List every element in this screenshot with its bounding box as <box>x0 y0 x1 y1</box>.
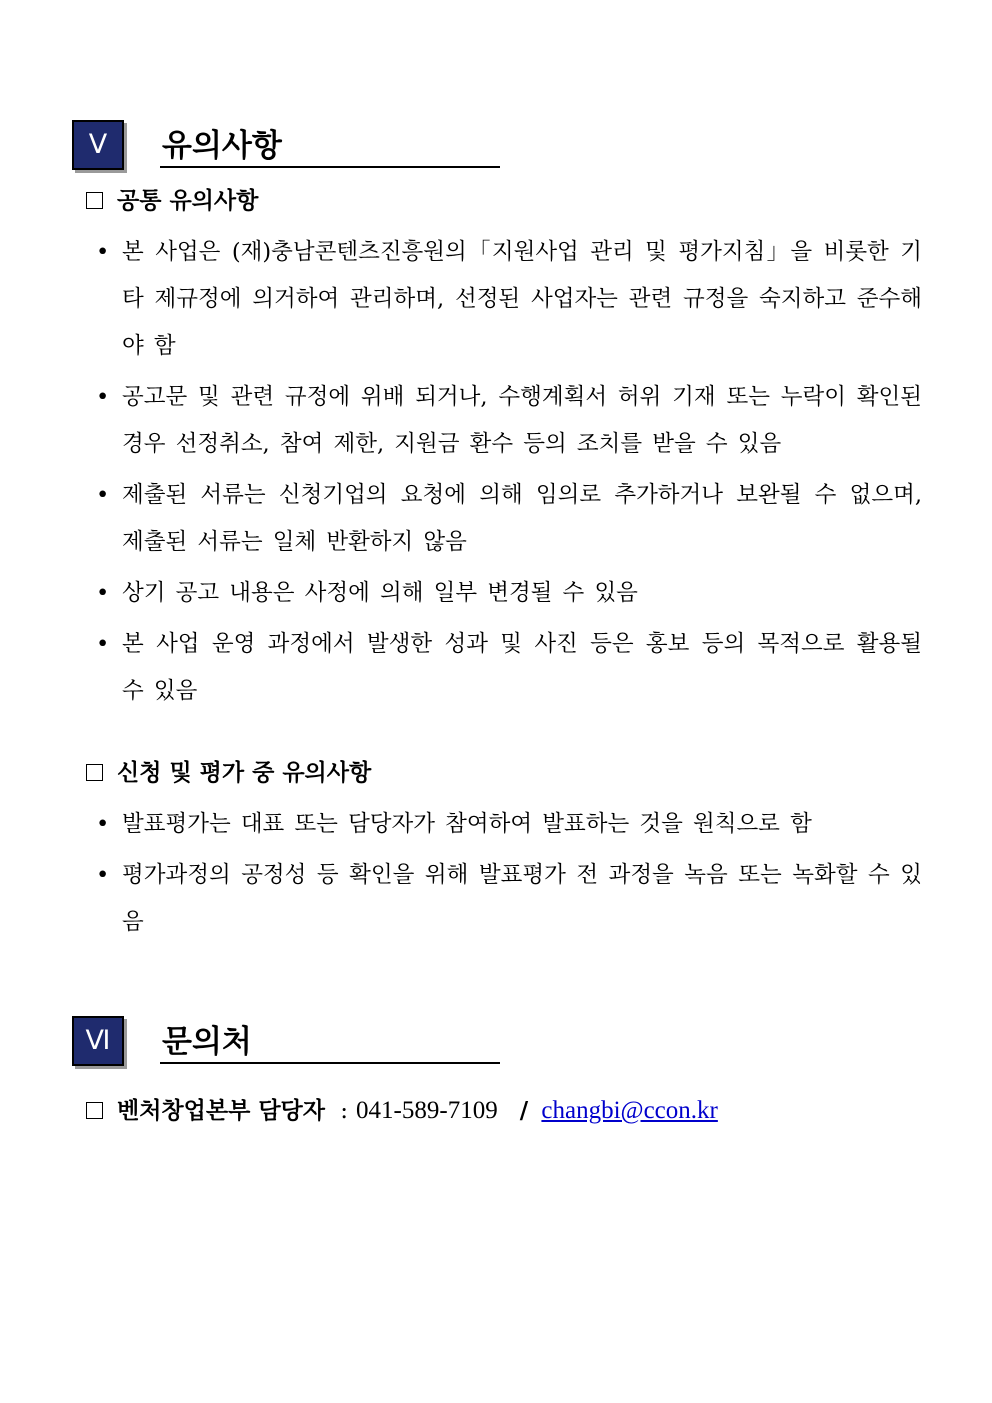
section-5-title: 유의사항 <box>160 124 500 168</box>
contact-slash: / <box>519 1097 529 1124</box>
checkbox-icon <box>86 764 103 781</box>
list-item: • 공고문 및 관련 규정에 위배 되거나, 수행계획서 허위 기재 또는 누락이 확인된 경우 선정취소, 참여 제한, 지원금 환수 등의 조치를 받을 수 있음 <box>96 374 922 468</box>
application-notes-list <box>96 801 922 946</box>
checkbox-icon <box>86 1102 103 1119</box>
common-notes-list <box>96 229 922 715</box>
section-6-title: 문의처 <box>160 1020 500 1064</box>
section-6-numeral: Ⅵ <box>72 1016 124 1066</box>
contact-line <box>86 1095 718 1127</box>
common-notes-heading <box>86 186 258 216</box>
list-item: • 발표평가는 대표 또는 담당자가 참여하여 발표하는 것을 원칙으로 함 <box>96 801 922 848</box>
contact-phone: 041-589-7109 <box>356 1097 498 1124</box>
contact-department: 벤처창업본부 담당자 <box>117 1097 325 1124</box>
list-item: • 제출된 서류는 신청기업의 요청에 의해 임의로 추가하거나 보완될 수 없으며, 제출된 서류는 일체 반환하지 않음 <box>96 472 922 566</box>
application-notes-heading-text: 신청 및 평가 중 유의사항 <box>117 759 372 786</box>
common-notes-heading-text: 공통 유의사항 <box>117 187 259 214</box>
list-item: • 본 사업은 (재)충남콘텐츠진흥원의「지원사업 관리 및 평가지침」을 비롯한 기타 제규정에 의거하여 관리하며, 선정된 사업자는 관련 규정을 숙지하고 준수해야 함 <box>96 229 922 370</box>
application-notes-heading <box>86 758 371 788</box>
list-item: • 평가과정의 공정성 등 확인을 위해 발표평가 전 과정을 녹음 또는 녹화할 수 있음 <box>96 852 922 946</box>
list-item: • 상기 공고 내용은 사정에 의해 일부 변경될 수 있음 <box>96 570 922 617</box>
list-item: • 본 사업 운영 과정에서 발생한 성과 및 사진 등은 홍보 등의 목적으로 활용될 수 있음 <box>96 621 922 715</box>
checkbox-icon <box>86 192 103 209</box>
contact-email-link[interactable]: changbi@ccon.kr <box>541 1097 718 1124</box>
contact-colon: : <box>340 1098 349 1124</box>
section-5-numeral: Ⅴ <box>72 120 124 170</box>
